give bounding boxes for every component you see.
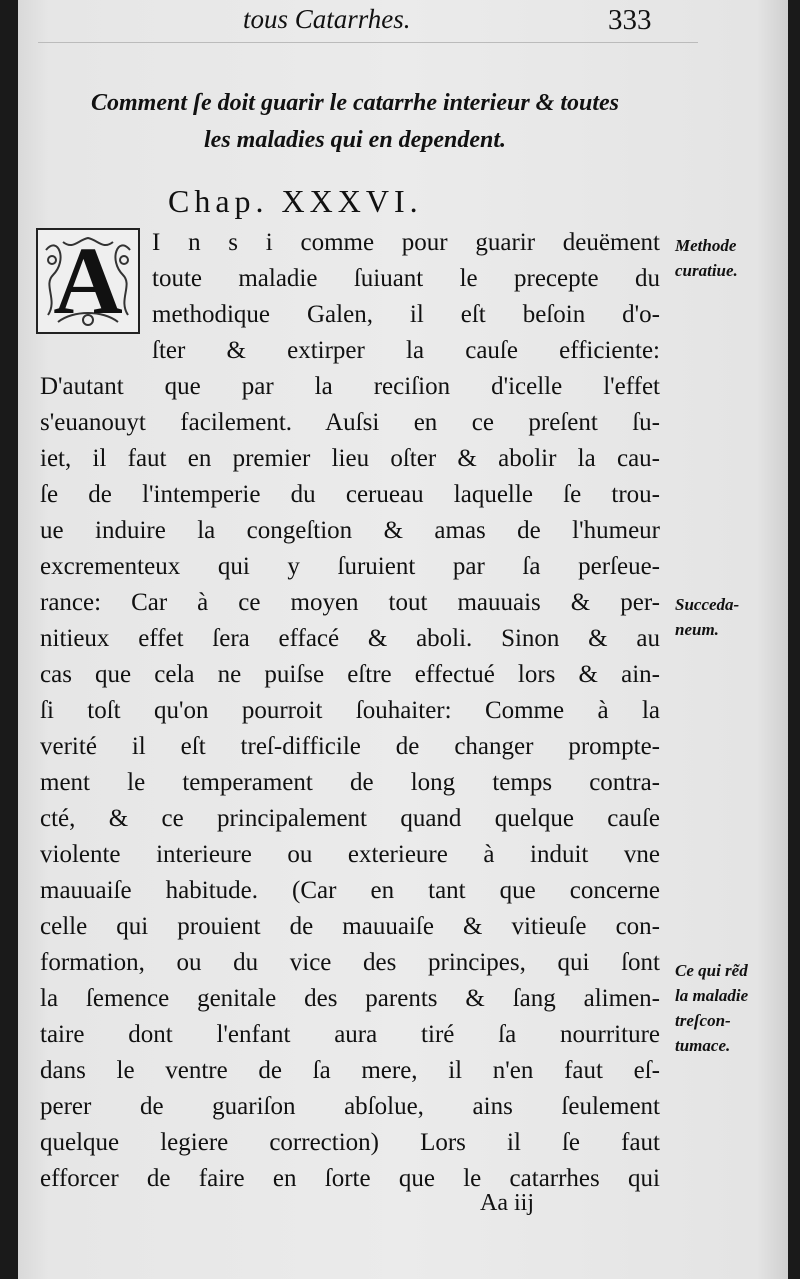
drop-cap-letter: A xyxy=(53,227,123,334)
margin-note-line: Succeda- xyxy=(675,595,740,614)
signature-mark: Aa iij xyxy=(480,1190,534,1216)
body-line: excrementeux qui y ſuruient par ſa perſeue- xyxy=(40,553,660,580)
body-line: cas que cela ne puiſse eſtre effectué lors & ain- xyxy=(40,661,660,688)
body-line: ſter & extirper la cauſe efficiente: xyxy=(152,337,660,364)
body-line: iet, il faut en premier lieu oſter & abolir la cau- xyxy=(40,445,660,472)
body-line: ſi toſt qu'on pourroit ſouhaiter: Comme à la xyxy=(40,697,660,724)
margin-note-succedaneum xyxy=(675,592,785,642)
margin-note-line: Methode xyxy=(675,236,737,255)
margin-note-contumace xyxy=(675,958,785,1058)
running-head: tous Catarrhes. xyxy=(243,4,411,34)
body-line: perer de guariſon abſolue, ains ſeulement xyxy=(40,1093,660,1120)
body-line: celle qui prouient de mauuaiſe & vitieuſe con- xyxy=(40,913,660,940)
body-line: taire dont l'enfant aura tiré ſa nourriture xyxy=(40,1021,660,1048)
body-line: methodique Galen, il eſt beſoin d'o- xyxy=(152,301,660,328)
body-line: cté, & ce principalement quand quelque cauſe xyxy=(40,805,660,832)
decorated-initial xyxy=(36,228,140,334)
body-line: ſe de l'intemperie du cerueau laquelle ſe trou- xyxy=(40,481,660,508)
body-line: rance: Car à ce moyen tout mauuais & per- xyxy=(40,589,660,616)
margin-note-line: Ce qui rẽd xyxy=(675,961,748,980)
chapter-number: Chap. XXXVI. xyxy=(168,183,423,219)
body-line: formation, ou du vice des principes, qui ſont xyxy=(40,949,660,976)
margin-note-line: curatiue. xyxy=(675,261,738,280)
margin-note-line: treſcon- xyxy=(675,1011,731,1030)
chapter-heading-line-2: les maladies qui en dependent. xyxy=(204,127,506,153)
chapter-heading-line-1: Comment ſe doit guarir le catarrhe interieur & toutes xyxy=(90,90,620,116)
body-line: dans le ventre de ſa mere, il n'en faut eſ- xyxy=(40,1057,660,1084)
body-line: efforcer de faire en ſorte que le catarrhes qui xyxy=(40,1165,660,1192)
body-line: I n s i comme pour guarir deuëment xyxy=(152,229,660,256)
book-page xyxy=(18,0,788,1279)
chapter-heading xyxy=(40,85,670,159)
header-rule xyxy=(38,42,698,43)
body-line: ment le temperament de long temps contra- xyxy=(40,769,660,796)
body-line: nitieux effet ſera effacé & aboli. Sinon & au xyxy=(40,625,660,652)
page-number: 333 xyxy=(608,4,652,36)
margin-note-line: tumace. xyxy=(675,1036,731,1055)
body-line: mauuaiſe habitude. (Car en tant que concerne xyxy=(40,877,660,904)
body-line: s'euanouyt facilement. Auſsi en ce preſent ſu- xyxy=(40,409,660,436)
body-line: D'autant que par la reciſion d'icelle l'effet xyxy=(40,373,660,400)
body-line: ue induire la congeſtion & amas de l'humeur xyxy=(40,517,660,544)
body-line: toute maladie ſuiuant le precepte du xyxy=(152,265,660,292)
margin-note-methode xyxy=(675,233,785,283)
body-line: quelque legiere correction) Lors il ſe faut xyxy=(40,1129,660,1156)
margin-note-line: la maladie xyxy=(675,986,749,1005)
body-line: verité il eſt treſ-difficile de changer prompte- xyxy=(40,733,660,760)
body-line: violente interieure ou exterieure à induit vne xyxy=(40,841,660,868)
body-line: la ſemence genitale des parents & ſang alimen- xyxy=(40,985,660,1012)
margin-note-line: neum. xyxy=(675,620,719,639)
